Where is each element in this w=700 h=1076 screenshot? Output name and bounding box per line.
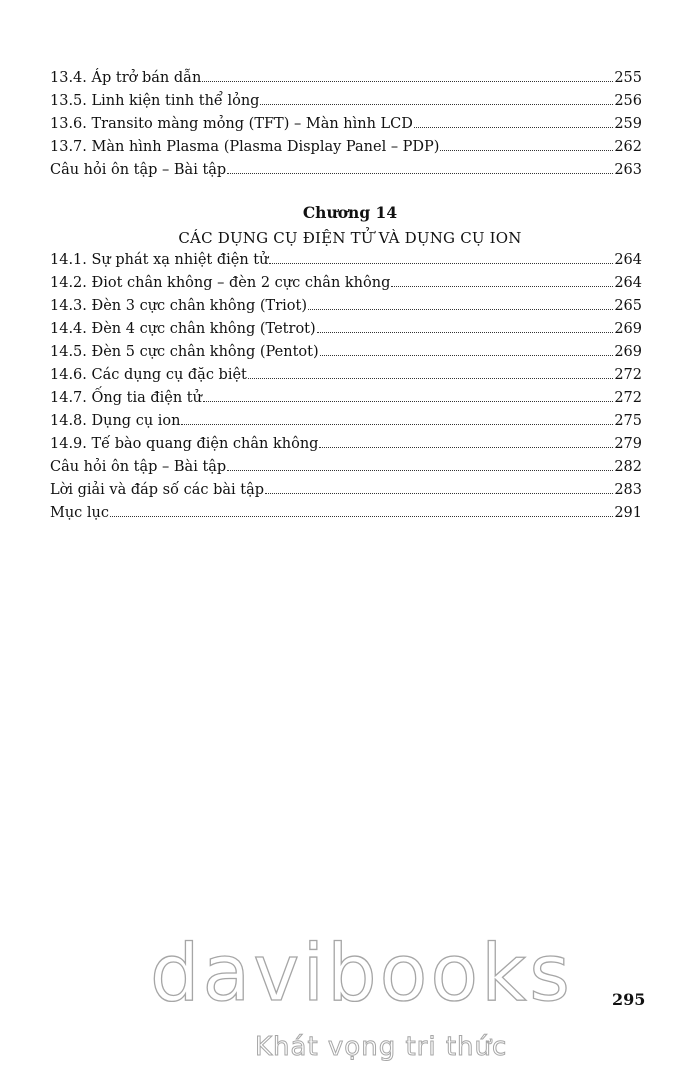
dot-leader: [319, 446, 613, 448]
dot-leader: [320, 354, 614, 356]
toc-entry-page: 279: [614, 436, 642, 452]
dot-leader: [414, 126, 613, 128]
toc-entry-page: 272: [614, 390, 642, 406]
toc-entry-page: 263: [614, 162, 642, 178]
toc-entry-page: 264: [614, 275, 642, 291]
toc-entry: [50, 136, 642, 159]
chapter-title: CÁC DỤNG CỤ ĐIỆN TỬ VÀ DỤNG CỤ ION: [178, 229, 522, 247]
dot-leader: [440, 149, 613, 151]
toc-entry-page: 256: [614, 93, 642, 109]
toc-entry-title: 14.3. Đèn 3 cực chân không (Triot): [50, 298, 308, 314]
toc-chapter13-tail: [50, 67, 642, 182]
toc-entry-page: 282: [614, 459, 642, 475]
toc-entry-title: 14.5. Đèn 5 cực chân không (Pentot): [50, 344, 319, 360]
toc-entry-page: 255: [614, 70, 642, 86]
toc-entry-title: 14.9. Tế bào quang điện chân không: [50, 436, 319, 452]
dot-leader: [308, 308, 613, 310]
watermark-slogan: Khát vọng tri thức: [255, 1032, 508, 1062]
toc-entry-page: 262: [614, 139, 642, 155]
toc-entry: [50, 67, 642, 90]
dot-leader: [317, 331, 614, 333]
toc-entry: [50, 249, 642, 272]
dot-leader: [181, 423, 613, 425]
toc-entry: [50, 113, 642, 136]
toc-entry-page: 291: [614, 505, 642, 521]
toc-entry-title: 13.7. Màn hình Plasma (Plasma Display Panel – PDP): [50, 139, 440, 155]
toc-entry-page: 269: [614, 321, 642, 337]
dot-leader: [391, 285, 613, 287]
dot-leader: [227, 172, 613, 174]
dot-leader: [248, 377, 613, 379]
dot-leader: [202, 80, 613, 82]
toc-entry: [50, 364, 642, 387]
dot-leader: [265, 492, 613, 494]
dot-leader: [203, 400, 613, 402]
toc-entry-title: 14.6. Các dụng cụ đặc biệt: [50, 367, 247, 383]
toc-entry-page: 265: [614, 298, 642, 314]
toc-entry: [50, 456, 642, 479]
dot-leader: [227, 469, 613, 471]
toc-entry: [50, 387, 642, 410]
toc-entry: [50, 433, 642, 456]
toc-entry-page: 275: [614, 413, 642, 429]
toc-entry: [50, 341, 642, 364]
toc-entry-page: 283: [614, 482, 642, 498]
toc-entry-page: 269: [614, 344, 642, 360]
dot-leader: [110, 515, 613, 517]
toc-entry: [50, 479, 642, 502]
toc-entry-title: 14.8. Dụng cụ ion: [50, 413, 181, 429]
watermark-brand: davibooks: [150, 929, 573, 1019]
toc-entry-title: 13.6. Transito màng mỏng (TFT) – Màn hình LCD: [50, 116, 413, 132]
toc-entry-title: 14.1. Sự phát xạ nhiệt điện tử: [50, 252, 269, 268]
toc-entry: [50, 272, 642, 295]
toc-entry-title: Câu hỏi ôn tập – Bài tập: [50, 459, 227, 475]
toc-entry: [50, 159, 642, 182]
toc-entry-title: Câu hỏi ôn tập – Bài tập: [50, 162, 227, 178]
toc-entry-title: Lời giải và đáp số các bài tập: [50, 482, 265, 498]
toc-entry: [50, 318, 642, 341]
toc-entry-title: Mục lục: [50, 505, 110, 521]
toc-entry: [50, 502, 642, 525]
toc-entry-title: 13.5. Linh kiện tinh thể lỏng: [50, 93, 260, 109]
toc-chapter14: [50, 249, 642, 525]
chapter-label: Chương 14: [302, 203, 398, 222]
toc-entry: [50, 90, 642, 113]
dot-leader: [269, 262, 613, 264]
dot-leader: [260, 103, 613, 105]
toc-entry-title: 13.4. Áp trở bán dẫn: [50, 70, 202, 86]
toc-entry-page: 259: [614, 116, 642, 132]
toc-entry-title: 14.7. Ống tia điện tử: [50, 390, 202, 406]
toc-entry: [50, 295, 642, 318]
toc-entry: [50, 410, 642, 433]
toc-entry-title: 14.2. Điot chân không – đèn 2 cực chân không: [50, 275, 391, 291]
toc-entry-title: 14.4. Đèn 4 cực chân không (Tetrot): [50, 321, 316, 337]
toc-entry-page: 272: [614, 367, 642, 383]
page-number: 295: [612, 990, 646, 1009]
toc-entry-page: 264: [614, 252, 642, 268]
